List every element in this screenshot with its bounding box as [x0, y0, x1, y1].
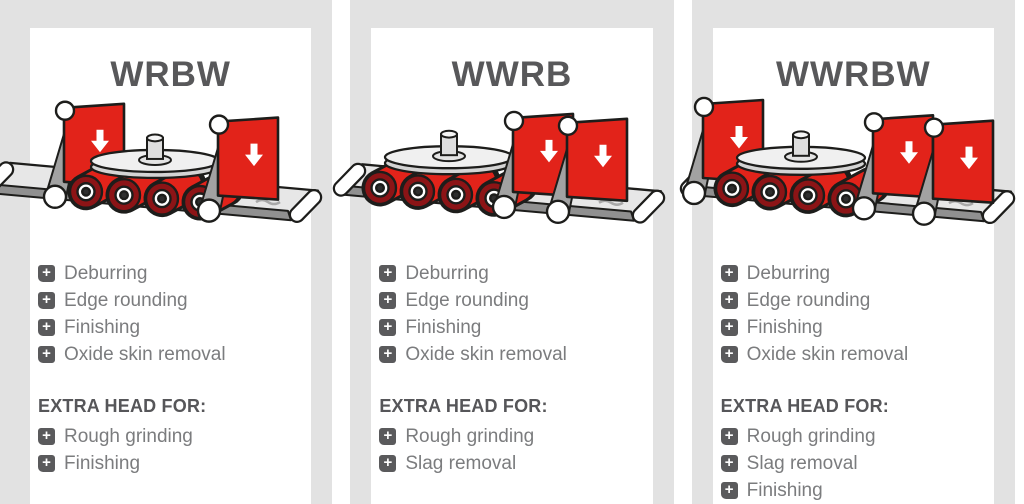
- feature-list: [371, 260, 652, 368]
- plus-icon: +: [38, 428, 55, 445]
- machine-illustration-space: [713, 96, 994, 260]
- feature-item: [38, 450, 311, 477]
- plus-icon: +: [721, 346, 738, 363]
- machine-illustration-space: [371, 96, 652, 260]
- extra-head-heading: EXTRA HEAD FOR:: [38, 396, 207, 416]
- feature-item: [38, 287, 311, 314]
- feature-label: Slag removal: [746, 452, 858, 474]
- plus-icon: +: [379, 265, 396, 282]
- extra-head-heading: EXTRA HEAD FOR:: [720, 396, 889, 416]
- plus-icon: +: [721, 428, 738, 445]
- plus-icon: +: [38, 346, 55, 363]
- plus-icon: +: [38, 265, 55, 282]
- feature-label: Finishing: [64, 452, 141, 474]
- feature-label: Rough grinding: [746, 425, 876, 447]
- feature-label: Finishing: [64, 316, 141, 338]
- panel-card: [713, 28, 994, 504]
- product-panel-WWRBW: [683, 0, 1024, 504]
- extra-feature-list: [30, 423, 311, 477]
- feature-label: Deburring: [405, 262, 489, 284]
- feature-list: [30, 260, 311, 368]
- feature-item: [379, 341, 652, 368]
- extra-feature-list: [713, 423, 994, 504]
- plus-icon: +: [721, 265, 738, 282]
- extra-head-heading: EXTRA HEAD FOR:: [379, 396, 548, 416]
- plus-icon: +: [38, 319, 55, 336]
- feature-label: Deburring: [746, 262, 831, 284]
- machine-illustration-space: [30, 96, 311, 260]
- feature-label: Oxide skin removal: [746, 343, 909, 365]
- feature-item: [721, 314, 994, 341]
- feature-item: [379, 260, 652, 287]
- plus-icon: +: [38, 455, 55, 472]
- plus-icon: +: [721, 292, 738, 309]
- feature-item: [38, 260, 311, 287]
- feature-label: Edge rounding: [746, 289, 871, 311]
- feature-item: [379, 450, 652, 477]
- panel-title: WWRBW: [775, 55, 931, 94]
- plus-icon: +: [721, 482, 738, 499]
- panel-card: [30, 28, 311, 504]
- feature-label: Oxide skin removal: [405, 343, 567, 365]
- panel-title: WRBW: [110, 55, 231, 94]
- feature-label: Deburring: [64, 262, 148, 284]
- feature-label: Edge rounding: [405, 289, 529, 311]
- panel-title: WWRB: [451, 55, 573, 94]
- feature-label: Oxide skin removal: [64, 343, 226, 365]
- feature-label: Slag removal: [405, 452, 517, 474]
- feature-item: [721, 477, 994, 504]
- extra-feature-list: [371, 423, 652, 477]
- feature-label: Edge rounding: [64, 289, 188, 311]
- feature-item: [38, 341, 311, 368]
- plus-icon: +: [379, 455, 396, 472]
- panel-card: [371, 28, 652, 504]
- feature-item: [721, 423, 994, 450]
- feature-label: Rough grinding: [64, 425, 193, 447]
- plus-icon: +: [721, 319, 738, 336]
- feature-item: [721, 450, 994, 477]
- feature-label: Finishing: [405, 316, 482, 338]
- feature-item: [379, 287, 652, 314]
- feature-item: [721, 287, 994, 314]
- plus-icon: +: [379, 319, 396, 336]
- feature-item: [721, 341, 994, 368]
- feature-item: [379, 314, 652, 341]
- plus-icon: +: [379, 292, 396, 309]
- plus-icon: +: [721, 455, 738, 472]
- plus-icon: +: [379, 346, 396, 363]
- feature-item: [38, 314, 311, 341]
- feature-label: Finishing: [746, 316, 823, 338]
- feature-item: [38, 423, 311, 450]
- plus-icon: +: [38, 292, 55, 309]
- product-panel-WWRB: [341, 0, 682, 504]
- plus-icon: +: [379, 428, 396, 445]
- feature-list: [713, 260, 994, 368]
- feature-label: Rough grinding: [405, 425, 535, 447]
- product-panel-WRBW: [0, 0, 341, 504]
- feature-label: Finishing: [746, 479, 823, 501]
- feature-item: [721, 260, 994, 287]
- feature-item: [379, 423, 652, 450]
